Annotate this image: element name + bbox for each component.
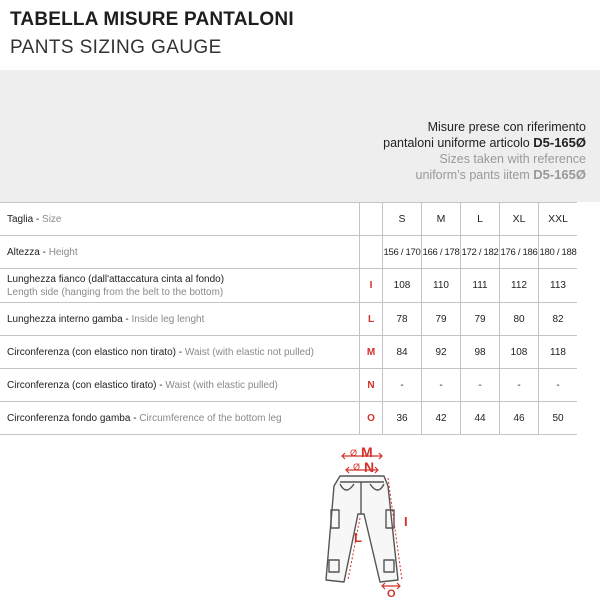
value-cell: -: [383, 369, 422, 402]
table-row-height: [0, 236, 577, 269]
row-label: [0, 269, 360, 303]
measure-code: [360, 236, 383, 269]
value-cell: 46: [500, 402, 539, 435]
value-cell: L: [461, 203, 500, 236]
value-cell: 79: [422, 303, 461, 336]
label-en: Height: [48, 246, 78, 258]
reference-article-it: D5-165Ø: [533, 135, 586, 150]
table-row-inside-leg: [0, 303, 577, 336]
value-cell: 110: [422, 269, 461, 303]
label-m: M: [361, 444, 373, 460]
value-cell: 79: [461, 303, 500, 336]
value-cell: 98: [461, 336, 500, 369]
value-cell: 108: [383, 269, 422, 303]
row-label: Circonferenza (con elastico non tirato) - Waist (with elastic not pulled): [0, 336, 360, 369]
diameter-symbol-m: Ø: [350, 448, 358, 458]
measure-code: [360, 203, 383, 236]
measure-code: M: [360, 336, 383, 369]
measure-code: N: [360, 369, 383, 402]
pants-outline: [326, 476, 398, 582]
label-it: Circonferenza fondo gamba: [7, 412, 131, 424]
value-cell: 166 / 178: [422, 236, 461, 269]
reference-en-line1: Sizes taken with reference: [439, 152, 586, 166]
reference-it-line2: pantaloni uniforme articolo: [383, 136, 530, 150]
value-cell: 50: [539, 402, 578, 435]
value-cell: -: [500, 369, 539, 402]
label-it: Lunghezza fianco (dall'attaccatura cinta al fondo): [7, 273, 225, 285]
value-cell: -: [461, 369, 500, 402]
value-cell: 180 / 188: [539, 236, 578, 269]
row-label: Circonferenza fondo gamba - Circumference of the bottom leg: [0, 402, 360, 435]
value-cell: 172 / 182: [461, 236, 500, 269]
table-row-waist-not-pulled: [0, 336, 577, 369]
value-cell: 111: [461, 269, 500, 303]
diameter-symbol-n: Ø: [353, 462, 361, 472]
label-it: Altezza: [7, 246, 40, 258]
value-cell: 42: [422, 402, 461, 435]
label-it: Circonferenza (con elastico non tirato): [7, 346, 176, 358]
label-en: Waist (with elastic pulled): [165, 379, 278, 391]
reference-article-en: D5-165Ø: [533, 167, 586, 182]
measure-code: O: [360, 402, 383, 435]
value-cell: 82: [539, 303, 578, 336]
label-en: Inside leg lenght: [131, 313, 205, 325]
value-cell: -: [539, 369, 578, 402]
label-en: Circumference of the bottom leg: [139, 412, 282, 424]
reference-note: [383, 119, 586, 183]
row-label: Altezza - Height: [0, 236, 360, 269]
value-cell: 156 / 170: [383, 236, 422, 269]
label-n: N: [364, 459, 375, 475]
value-cell: 80: [500, 303, 539, 336]
table-row-size: [0, 203, 577, 236]
row-label: Taglia - Size: [0, 203, 360, 236]
row-label: Lunghezza interno gamba - Inside leg lenght: [0, 303, 360, 336]
value-cell: 36: [383, 402, 422, 435]
pants-diagram: [318, 440, 448, 598]
value-cell: 108: [500, 336, 539, 369]
label-o: O: [387, 588, 396, 598]
value-cell: 113: [539, 269, 578, 303]
label-it: Taglia: [7, 213, 34, 225]
label-l: L: [354, 530, 362, 545]
label-it: Circonferenza (con elastico tirato): [7, 379, 157, 391]
label-en: Size: [42, 213, 62, 225]
label-en: Waist (with elastic not pulled): [184, 346, 314, 358]
value-cell: 44: [461, 402, 500, 435]
label-it: Lunghezza interno gamba: [7, 313, 123, 325]
table-row-side-length: [0, 269, 577, 303]
value-cell: 112: [500, 269, 539, 303]
value-cell: 78: [383, 303, 422, 336]
value-cell: 92: [422, 336, 461, 369]
title-italian: TABELLA MISURE PANTALONI: [10, 9, 294, 30]
value-cell: 118: [539, 336, 578, 369]
table-row-waist-pulled: [0, 369, 577, 402]
size-table: [0, 202, 577, 435]
reference-en-line2: uniform's pants iitem: [415, 168, 530, 182]
title-english: PANTS SIZING GAUGE: [10, 37, 222, 58]
value-cell: XXL: [539, 203, 578, 236]
value-cell: XL: [500, 203, 539, 236]
table-row-bottom-leg: [0, 402, 577, 435]
label-i: I: [404, 514, 408, 529]
measure-code: I: [360, 269, 383, 303]
value-cell: S: [383, 203, 422, 236]
value-cell: -: [422, 369, 461, 402]
value-cell: 84: [383, 336, 422, 369]
row-label: Circonferenza (con elastico tirato) - Waist (with elastic pulled): [0, 369, 360, 402]
reference-it-line1: Misure prese con riferimento: [427, 120, 586, 134]
value-cell: M: [422, 203, 461, 236]
label-en: Length side (hanging from the belt to the bottom): [7, 286, 224, 298]
measure-code: L: [360, 303, 383, 336]
value-cell: 176 / 186: [500, 236, 539, 269]
